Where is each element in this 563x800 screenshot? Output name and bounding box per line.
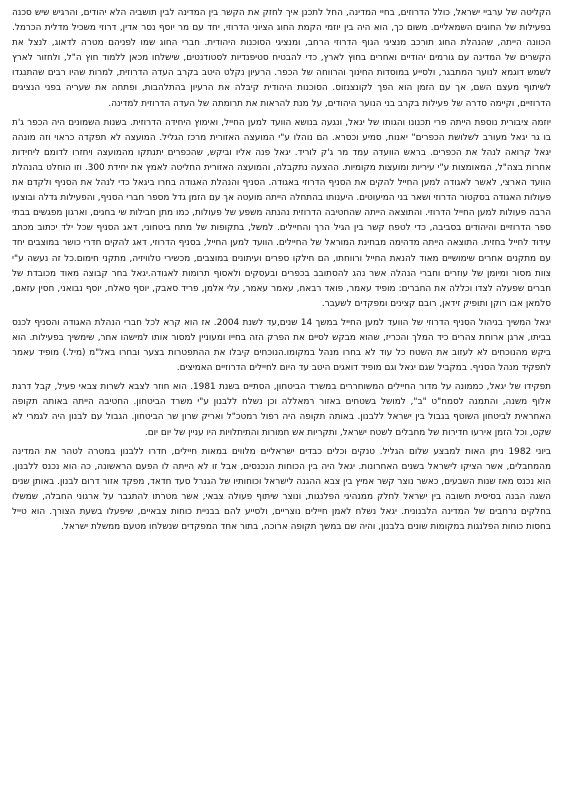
paragraph-2: יוזמה ציבורית נוספת הייתה פרי תכנונו והגותו של יגאל, ונגעה בנושא הוועד למען החייל, ואימוץ היחידה הדרוזית. בשנות השמונים היה הכפר ג'ת בו גר יגאל מעורב לשלושת הכפרים" יאנוח, סמיע וכסרא. הם נוהלו ע"י המועצה האזורית מרכז הגליל. המועצה לא תפקדה כראוי וזה מונהה יגאל קרואה לנהל את הכפרים. בראש הוועדה עמד מר ג'ק לוריד. יגאל פנה אליו וביקש, שהכפרים יתנתקו מהמועצה ויחזרו לדומם ליחידות אחרות בצה"ל, המאומצות ע"י עיריות ומועצות מקומיות. ההצעה נתקבלה, והמועצה האזורית החליטה לאמץ את יחידת 300. וזו הוחלט בהנהלת הוועד הארצי, לאשר לאגודה למען החייל להקים את הסניף הדרוזי באגודה. הסניף והנהלת האגודה בחרו ביגאל כדי לנהל את הסניף ולקדם את פעולות האגודה בסקטור הדרוזי ושאר בני המיעוטים. היענותו בהתחלה הייתה מועטה אך עם הזמן גדל מספר חברי הסניף, והפעילות גדלה ובוצעו הרבה פעולות למען החייל הדרוזי. והתוצאה הייתה שהחטיבה הדרוזית נהנתה משפע של פעולות, כמו מתן חבילות שי בחגים, וארגון מפגשים בבתי ספר הדרוזיים והיהודים בסביבה, כדי לטפח קשר בין הגיל הרך והחיילים. למשל, בתקופות של מתח ביטחוני, דאג הסניף שכל ילד יכתוב מכתב עידוד לחייל בחזית. התוצאה הייתה מדהימה מבחינת המוראל של החיילים. הוועד למען החייל, בסניף הדרוזי, דאג להקים חדרי כושר במוצבים יחד עם מתקנים אחרים שימושיים מאוד להנאת החייל ורווחתו, הם חילקו ספרים ועיתונים במוצבים, מכשירי טלוויזיה, מתקני חימום.כל זה נעשה ע"י צוות מסור ומיומן של עוזרים וחברי הנהלה אשר נהג להסתובב בכפרים ובעסקים ולאסוף תרומות לאגודה.יגאל בחר קבוצה מאוד מכובדת של חברים שפעלה לצדו וכללה את החברים: מופיד עאמר, פואד רבאח, עאמר עאמר, עלי אלמן, פריד סאבק, יוסף סאלח, יוסף נבואני, חסין עזאם, סלמאן אבו רוקן ותופיק זידאן, רובם קצינים ומפקדים לשעבר.: [12, 117, 552, 309]
paragraph-4: תפקידו של יגאל, כממונה על מדור החיילים המשוחררים במשרד הביטחון, הסתיים בשנת 1981. הוא חוזר לצבא לשרות צבאי פעיל, קבל דרגת אלוף משנה, והתמנה לסמח"ט "ב", למושל בשטחים באזור רמאללה וכן נשלח ללבנון ע"י משרד הביטחון. החטיבה הייתה באותה תקופה האחראית לביטחון השוטף בגבול בין ישראל ללבנון. באותה תקופה היה רפול רמטכ"ל ואריק שרון שר הביטחון. הגבול עם לבנון היה לגמרי לא שקט, וכל הזמן אירעו חדירות של מחבלים לשטח ישראל, ותקריות אש חמורות והתיתלויות היו עניין של יום יום.: [12, 382, 551, 438]
paragraph-1: הקליטה של ערביי ישראל, כולל הדרוזים, בחיי המדינה, החל לתכנן איך לחזק את הקשר בין המדינה לבין תושביה הלא יהודים, והרגיש שיש סכנה בפעילות של החוגים השמאליים. משום כך, הוא היה בין יוזמי הקמת החוג הציוני הדרוזי, יחד עם מר יוסף נסר אדין, דרוזי משכיל מדלית הכרמל. הכוונה הייתה, שהנהלת החוג תורכב מנציגי הגוף הדרוזי הרחב, ומנציגי הסוכנות היהודית. חברי החוג שמו לפניהם מטרה לדאוג, לנצל את הקשרים של המדינה עם גורמים יהודיים ואחרים בחוץ לארץ, כדי להבטיח סטיפנדיות לסטודנטים, שישלחו מכאן ללמוד חוץ ה"ל, ולחזור לארץ לשמש דוגמא לנוער המתבגר, ולסייע במוסדות החינוך והרווחה של הכפר. הרעיון נקלט היטב בקרב העדה הדרוזית, למרות שהיו רבים שהתנגדו לשיתוף מעצם השם, אך עם הזמן הוא הפך לקונצנזוס. הסוכנות היהודית קיבלה את הרעיון בהתלהבות, ופתחה את שעריה בפני הנציגים הדרוזיים, וקיימה סדרה של פעילות בקרב בני הנוער היהודים, על מנת להראות את תרומתה של העדה הדרוזית למדינה.: [12, 8, 551, 109]
paragraph-3: יגאל המשיך בניהול הסניף הדרוזי של הוועד למען החייל במשך 14 שנים,עד לשנת 2004. אז הוא קרא לכל חברי הנהלת האגודה והסניף לכנס בביתו, ארגן ארוחת צהרים כיד המלך והכריז, שהוא מבקש לסיים את הפרק הזה בחייו ומעוניין למסור אותו למישהו אחר, שימשיך בפעילות. הוא ביקש מהנוכחים לא לעזוב את השטח כל עוד לא בחרו מנהל במקומו.הנוכחים קיבלו את ההתפטרות בצער ובחרו באל"מ (מיל.) מופיד עאמר לתפקיד מנהל הסניף. במקביל שגם יגאל וגם מופיד דואגים היטב עד היום לחיילים הדרוזיים האמיצים.: [12, 317, 552, 374]
paragraph-5: ביוני 1982 ניתן האות למבצע שלום הגליל. טנקים וכלים כבדים ישראליים מלווים במאות חיילים, חדרו ללבנון במטרה לטהר את המדינה מהמחבלים, אשר הציקו לישראל בשנים האחרונות. יגאל היה בין הכוחות הנכנסים, אבל זו לא הייתה לו הפעם הראשונה, כה הוא נכנס ללבנון. הוא נכנס מאז שנות השבעים, כאשר נוצר קשר אמיץ בין צבא ההגנה לישראל וכוחותיו של הגנרל סעד חדאד, מפקד אזור דרום לבנון. באותן שנים השגה הבנה בסיסית חשובה בין ישראל לחלק ממנהיגי הפלנגות, ונוצר שיתוף פעולה צבאי, אשר מטרתו להתגבר על ארגוני החבלה, שמשלו בחלקים נרחבים של המדינה הלבנונית. יגאל נשלח לאמן חיילים נוצריים, ולסייע להם בבניית כוחות צבאיים, שיפעלו בשעת הצורך. הוא טייל בחסות כוחות הפלנגות במקומות שונים בלבנון, והיה שם במשך תקופה ארוכה, בתור אחד המפקדים שנשלחו מטעם ממשלת ישראל.: [12, 446, 551, 533]
